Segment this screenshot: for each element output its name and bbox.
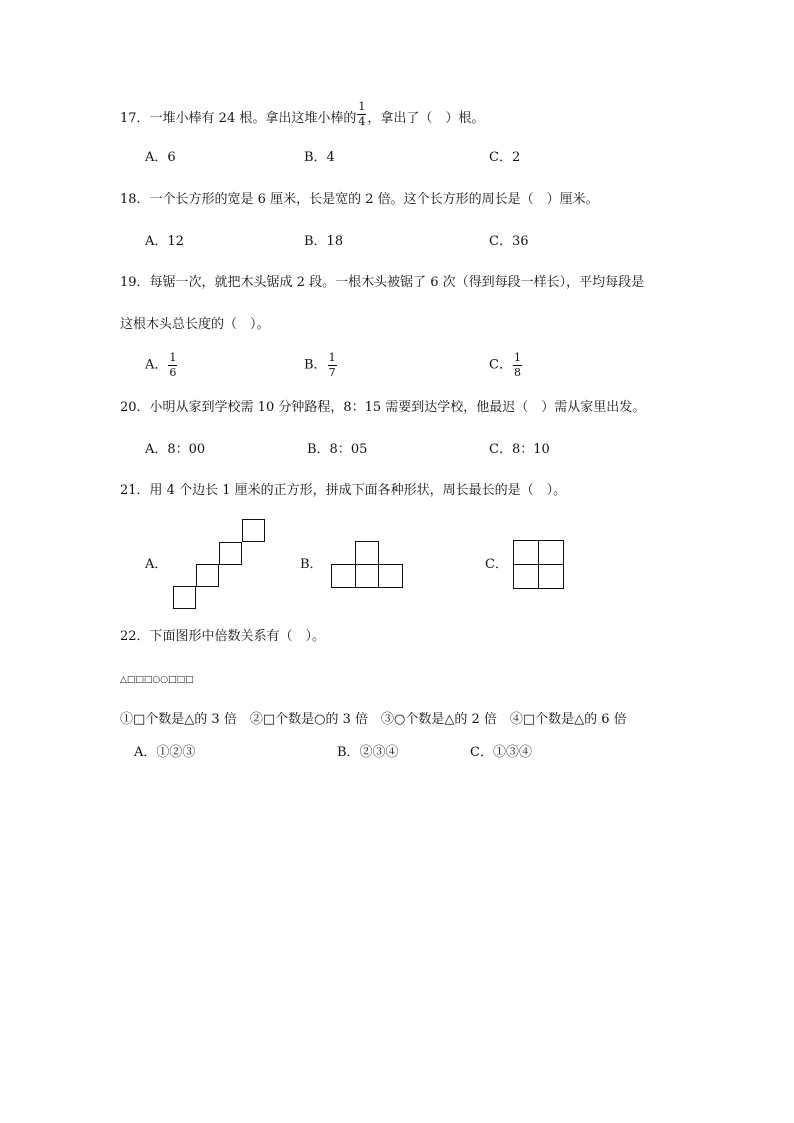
q19-b-num: 1 bbox=[328, 351, 336, 364]
q17-stem bbox=[120, 100, 485, 128]
q19-option-b-fraction bbox=[328, 352, 337, 379]
q21-shape-b-t-shape bbox=[331, 541, 403, 588]
q21-stem: 21．用 4 个边长 1 厘米的正方形，拼成下面各种形状，周长最长的是（ ）。 bbox=[120, 483, 567, 498]
q20-stem: 20．小明从家到学校需 10 分钟路程，8：15 需要到达学校，他最迟（ ）需从家里出发。 bbox=[120, 400, 646, 415]
shape-b-square bbox=[356, 542, 379, 565]
q17-frac-den: 4 bbox=[358, 115, 366, 128]
q19-a-den: 6 bbox=[169, 366, 177, 379]
shape-c-square bbox=[514, 541, 539, 565]
q17-option-c[interactable]: C．2 bbox=[489, 150, 521, 165]
shape-a-square bbox=[197, 565, 219, 587]
shape-a-square bbox=[220, 543, 242, 565]
q19-a-num: 1 bbox=[169, 351, 177, 364]
q19-b-den: 7 bbox=[328, 366, 336, 379]
q19-option-a-fraction bbox=[168, 352, 177, 379]
q21-option-c-label[interactable]: C． bbox=[485, 557, 508, 572]
q19-option-a[interactable] bbox=[145, 352, 178, 379]
q21-option-a-label[interactable]: A． bbox=[145, 557, 168, 572]
q17-option-b[interactable]: B．4 bbox=[304, 150, 335, 165]
shape-c-square bbox=[539, 541, 564, 565]
q21-shape-a-staircase bbox=[173, 519, 265, 609]
shape-b-square bbox=[332, 565, 356, 588]
q17-fraction bbox=[357, 101, 366, 128]
q19-stem-line2: 这根木头总长度的（ ）。 bbox=[120, 317, 270, 332]
q20-option-c[interactable]: C．8：10 bbox=[489, 442, 550, 457]
q22-option-b[interactable]: B．②③④ bbox=[337, 745, 399, 760]
q19-option-c-fraction bbox=[513, 352, 522, 379]
shape-c-square bbox=[539, 565, 564, 589]
q20-option-a[interactable]: A．8：00 bbox=[145, 442, 206, 457]
q18-option-b[interactable]: B．18 bbox=[304, 234, 344, 249]
q22-option-a[interactable]: A．①②③ bbox=[134, 745, 196, 760]
q18-option-c[interactable]: C．36 bbox=[489, 234, 529, 249]
q18-stem: 18．一个长方形的宽是 6 厘米，长是宽的 2 倍。这个长方形的周长是（ ）厘米。 bbox=[120, 192, 599, 207]
shape-a-square bbox=[174, 587, 196, 609]
q19-c-num: 1 bbox=[513, 351, 521, 364]
q21-shape-c-square bbox=[513, 540, 564, 589]
q17-option-a[interactable]: A．6 bbox=[145, 150, 176, 165]
shape-b-square bbox=[356, 565, 379, 588]
q19-option-b-label: B． bbox=[304, 357, 327, 373]
shape-a-square bbox=[243, 520, 265, 542]
q22-option-c[interactable]: C．①③④ bbox=[470, 745, 532, 760]
q22-stem: 22．下面图形中倍数关系有（ ）。 bbox=[120, 629, 326, 644]
q19-c-den: 8 bbox=[513, 366, 521, 379]
q17-text-after: ，拿出了（ ）根。 bbox=[367, 111, 485, 126]
q19-option-a-label: A． bbox=[145, 357, 168, 373]
q19-option-c-label: C． bbox=[489, 357, 512, 373]
q21-option-b-label[interactable]: B． bbox=[300, 557, 323, 572]
q22-statements: ①□个数是△的 3 倍 ②□个数是○的 3 倍 ③○个数是△的 2 倍 ④□个数是△的 6 倍 bbox=[120, 712, 627, 727]
shape-c-square bbox=[514, 565, 539, 589]
shape-b-square bbox=[379, 565, 403, 588]
q20-option-b[interactable]: B．8：05 bbox=[307, 442, 368, 457]
q19-stem-line1: 19．每锯一次，就把木头锯成 2 段。一根木头被锯了 6 次（得到每段一样长），平均每段是 bbox=[120, 275, 645, 290]
q19-option-b[interactable] bbox=[304, 352, 338, 379]
q17-frac-num: 1 bbox=[358, 100, 366, 113]
q22-symbol-row: △□□□○○□□□ bbox=[120, 675, 194, 685]
q19-option-c[interactable] bbox=[489, 352, 523, 379]
q17-text-before: 17．一堆小棒有 24 根。拿出这堆小棒的 bbox=[120, 111, 357, 126]
q18-option-a[interactable]: A．12 bbox=[145, 234, 184, 249]
